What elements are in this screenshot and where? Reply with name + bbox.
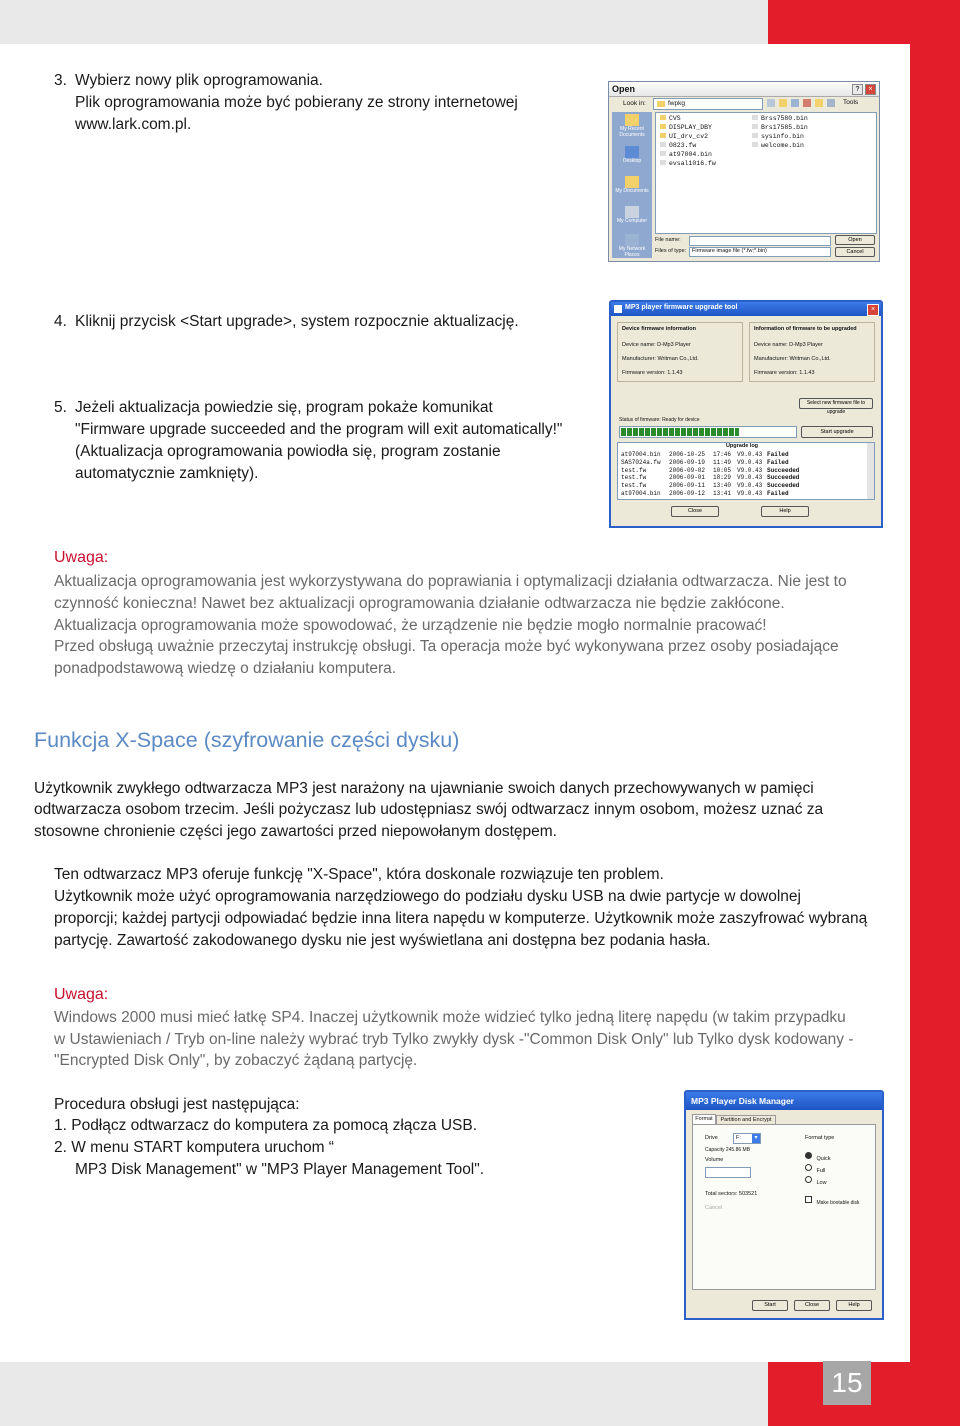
log-cell-status: Failed [767, 451, 789, 458]
look-in-value: fwpkg [668, 100, 685, 107]
checkbox-icon [805, 1196, 812, 1203]
procedure-item-2a: 2. W menu START komputera uruchom “ [54, 1139, 334, 1156]
folder-icon [660, 133, 666, 138]
disk-manager-title: MP3 Player Disk Manager [691, 1096, 794, 1106]
upgrade-tool-screenshot [609, 300, 883, 528]
option-full-label: Full [816, 1168, 826, 1174]
file-column-right [752, 115, 808, 151]
log-cell-status: Succeeded [767, 466, 800, 474]
log-cell-date: 2006-09-01 [669, 474, 706, 482]
log-cell-file: SAS7024a.fw [621, 458, 661, 466]
warning-1-line3: Aktualizacja oprogramowania może spowodować, że urządzenie nie będzie mogło normalnie pracować! [54, 617, 767, 634]
progress-fill [621, 428, 739, 436]
format-option-low[interactable] [805, 1171, 827, 1189]
file-device-name: Device name: D-Mp3 Player [754, 342, 823, 348]
file-icon [752, 133, 758, 138]
file-item[interactable] [752, 124, 808, 133]
log-cell-time: 13:40 [713, 482, 732, 490]
toolbar-icons [767, 98, 837, 108]
look-in-select[interactable] [653, 98, 763, 110]
log-cell-ver: V9.0.43 [737, 489, 763, 497]
log-row[interactable] [621, 474, 803, 482]
log-cell-status: Failed [767, 458, 789, 466]
step-3-number: 3. [54, 72, 67, 89]
file-item[interactable] [660, 142, 716, 151]
places-bar [612, 112, 652, 258]
open-dialog-titlebar [609, 82, 879, 97]
close-button[interactable]: Close [794, 1300, 830, 1311]
file-icon [752, 124, 758, 129]
place-my-computer-label: My Computer [616, 218, 647, 224]
para-2-line3: proporcji; każdej partycji odpowiadać będzie inna litera napędu w komputerze. Użytkownik może zaszyfrować wybraną [54, 910, 868, 927]
open-button[interactable]: Open [835, 235, 875, 245]
recent-documents-icon [625, 114, 639, 126]
file-info-title: Information of firmware to be upgraded [754, 326, 857, 332]
step-4-number: 4. [54, 313, 67, 330]
procedure-heading: Procedura obsługi jest następująca: [54, 1096, 300, 1113]
file-column-left [660, 115, 716, 169]
log-row[interactable] [621, 467, 803, 475]
step-5-line2: "Firmware upgrade succeeded and the program will exit automatically!" [75, 421, 563, 438]
step-5-line3: (Aktualizacja oprogramowania powiodła się, program zostanie [75, 443, 501, 460]
warning-1-line2: czynność konieczna! Nawet bez aktualizacji oprogramowania działanie odtwarzacza nie będzie zakłócone. [54, 595, 785, 612]
file-name: evsal1016.fw [669, 160, 716, 167]
para-2-line1: Ten odtwarzacz MP3 oferuje funkcję "X-Space", która doskonale rozwiązuje ten problem. [54, 866, 664, 883]
disk-manager-titlebar [686, 1092, 882, 1110]
warning-1-line1: Aktualizacja oprogramowania jest wykorzystywana do poprawiania i optymalizacji działania odtwarzacza. Nie jest to [54, 573, 847, 590]
procedure-item-2b: MP3 Disk Management" w "MP3 Player Management Tool". [75, 1161, 485, 1178]
file-item[interactable] [752, 142, 808, 151]
my-computer-icon [625, 206, 639, 218]
cancel-text: Cancel [705, 1205, 723, 1211]
close-icon[interactable]: × [867, 304, 879, 316]
progress-label: Status of firmware: Ready for device [619, 417, 700, 423]
log-cell-file: test.fw [621, 482, 647, 490]
place-desktop-label: Desktop [622, 158, 642, 164]
warning-2-line2: w Ustawieniach / Tryb on-line należy wybrać tryb Tylko zwykły dysk -"Common Disk Only" lub Tylko dysk kodowany - [54, 1031, 854, 1048]
app-icon [614, 305, 622, 313]
upgrade-tool-titlebar [611, 302, 881, 316]
disk-manager-screenshot [684, 1090, 884, 1320]
file-name-label: File name: [655, 237, 681, 243]
chevron-down-icon[interactable]: ▾ [752, 1134, 760, 1143]
manufacturer: Manufacturer: Writman Co.,Ltd. [622, 356, 699, 362]
file-icon [660, 160, 666, 165]
file-icon [660, 151, 666, 156]
para-1-line2: odtwarzacza osobom trzecim. Jeśli pożyczasz lub udostępniasz swój odtwarzacz innym osobom, możesz uznać za [34, 801, 824, 818]
file-firmware-version: Firmware version: 1.1.43 [754, 370, 815, 376]
scrollbar[interactable] [867, 443, 874, 499]
file-item[interactable] [660, 151, 716, 160]
upgrade-tool-title: MP3 player firmware upgrade tool [625, 304, 738, 311]
volume-label: Volume [705, 1157, 724, 1163]
folder-icon [660, 124, 666, 129]
help-icon[interactable]: ? [852, 84, 863, 95]
file-item[interactable] [752, 115, 808, 124]
views-icon[interactable] [827, 99, 835, 107]
my-documents-icon [625, 176, 639, 188]
tab-format[interactable]: Format [692, 1114, 716, 1124]
procedure-item-1: 1. Podłącz odtwarzacz do komputera za pomocą złącza USB. [54, 1117, 478, 1134]
step-5-line1: Jeżeli aktualizacja powiedzie się, program pokaże komunikat [75, 399, 493, 416]
log-cell-file: at97004.bin [621, 489, 661, 497]
log-cell-status: Failed [767, 489, 789, 497]
start-button[interactable]: Start [752, 1300, 788, 1311]
help-button[interactable]: Help [761, 506, 809, 517]
step-5 [54, 397, 493, 419]
file-name: Brs17585.bin [761, 124, 808, 131]
open-dialog-screenshot [608, 81, 880, 262]
step-3 [54, 70, 323, 92]
device-info-title: Device firmware information [622, 326, 696, 332]
device-name: Device name: D-Mp3 Player [622, 342, 691, 348]
warning-1-label: Uwaga: [54, 549, 109, 566]
log-row[interactable] [621, 490, 803, 498]
close-button[interactable]: Close [671, 506, 719, 517]
file-item[interactable] [660, 124, 716, 133]
place-my-computer[interactable] [612, 206, 652, 224]
drive-value: F: [736, 1135, 741, 1141]
file-name-input[interactable] [689, 236, 831, 246]
place-my-documents[interactable] [612, 176, 652, 194]
desktop-icon [625, 146, 639, 158]
place-recent[interactable] [612, 114, 652, 138]
back-icon[interactable] [767, 99, 775, 107]
log-cell-ver: V9.0.43 [737, 451, 763, 458]
log-cell-status: Succeeded [767, 482, 800, 490]
firmware-version: Firmware version: 1.1.43 [622, 370, 683, 376]
log-cell-time: 17:46 [713, 451, 732, 458]
file-name: 0823.fw [669, 142, 697, 149]
file-icon [752, 115, 758, 120]
search-icon[interactable] [791, 99, 799, 107]
step-4 [54, 311, 519, 333]
file-type-value: Firmware image file (*.fw;*.bin) [692, 248, 767, 254]
drive-select[interactable] [733, 1133, 761, 1144]
file-item[interactable] [660, 160, 716, 169]
file-item[interactable] [660, 115, 716, 124]
tab-partition[interactable]: Partition and Encrypt [716, 1115, 776, 1124]
page-number: 15 [823, 1361, 871, 1405]
file-name: Brss7580.bin [761, 115, 808, 122]
place-network[interactable] [612, 234, 652, 258]
log-cell-date: 2006-09-12 [669, 489, 706, 497]
device-info-group [617, 322, 743, 382]
radio-icon [805, 1176, 812, 1183]
log-cell-time: 10:05 [713, 466, 732, 474]
log-cell-ver: V9.0.43 [737, 466, 763, 474]
log-header: Upgrade log [725, 443, 759, 449]
log-cell-file: test.fw [621, 466, 647, 474]
format-type-label: Format type [805, 1135, 835, 1141]
warning-1-line4: Przed obsługą uważnie przeczytaj instrukcję obsługi. Ta operacja może być wykonywana przez osoby posiadające [54, 638, 839, 655]
file-name: sysinfo.bin [761, 133, 804, 140]
log-cell-status: Succeeded [767, 474, 800, 482]
up-folder-icon[interactable] [779, 99, 787, 107]
log-cell-time: 18:29 [713, 474, 732, 482]
file-manufacturer: Manufacturer: Writman Co.,Ltd. [754, 356, 831, 362]
step-5-line4: automatycznie zamknięty). [75, 465, 259, 482]
file-type-select[interactable] [689, 247, 831, 257]
step-3-line3: www.lark.com.pl. [75, 116, 192, 133]
drive-label: Drive [705, 1135, 718, 1141]
open-dialog-title: Open [612, 84, 636, 94]
option-quick-label: Quick [816, 1156, 831, 1162]
file-name: CVS [669, 115, 681, 122]
file-name: DISPLAY_DBY [669, 124, 712, 131]
log-row[interactable] [621, 482, 803, 490]
step-3-line2: Plik oprogramowania może być pobierany ze strony internetowej [75, 94, 518, 111]
place-my-documents-label: My Documents [615, 188, 649, 194]
para-2-line4: partycję. Zawartość zakodowanego dysku nie jest wyświetlana ani dostępna bez podania hasła. [54, 932, 711, 949]
file-list[interactable] [655, 112, 877, 234]
log-cell-date: 2006-10-25 [669, 451, 706, 458]
file-item[interactable] [660, 133, 716, 142]
folder-icon [657, 101, 665, 107]
step-3-line1: Wybierz nowy plik oprogramowania. [75, 72, 323, 89]
tab-panel [692, 1124, 876, 1290]
total-sectors: Total sectors: 503521 [705, 1191, 758, 1197]
select-firmware-button[interactable]: Select new firmware file to upgrade [799, 398, 873, 409]
para-1-line1: Użytkownik zwykłego odtwarzacza MP3 jest narażony na ujawnianie swoich danych przechowywanych w pamięci [34, 780, 814, 797]
warning-1-line5: ponadpodstawową wiedzę o działaniu komputera. [54, 660, 397, 677]
log-cell-ver: V9.0.43 [737, 474, 763, 482]
file-type-label: Files of type: [655, 248, 687, 254]
option-low-label: Low [816, 1180, 827, 1186]
log-cell-file: at97004.bin [621, 451, 661, 458]
log-cell-date: 2006-09-19 [669, 458, 706, 466]
log-row[interactable] [621, 451, 803, 459]
log-rows [621, 451, 803, 498]
place-network-label: My Network Places [618, 246, 646, 258]
file-item[interactable] [752, 133, 808, 142]
delete-icon[interactable] [803, 99, 811, 107]
log-cell-time: 13:41 [713, 489, 732, 497]
warning-2-line3: "Encrypted Disk Only", by zobaczyć żądaną partycję. [54, 1052, 418, 1069]
file-icon [752, 142, 758, 147]
file-info-group [749, 322, 875, 382]
para-2-line2: Użytkownik może użyć oprogramowania narzędziowego do podziału dysku USB na dwie partycje w dowolnej [54, 888, 801, 905]
file-name: at97004.bin [669, 151, 712, 158]
upgrade-log-list[interactable] [617, 442, 875, 500]
file-name: UI_drv_cv2 [669, 133, 709, 140]
log-cell-date: 2006-09-02 [669, 466, 706, 474]
start-upgrade-button[interactable]: Start upgrade [801, 426, 873, 438]
help-button[interactable]: Help [836, 1300, 872, 1311]
step-4-text: Kliknij przycisk <Start upgrade>, system rozpocznie aktualizację. [75, 313, 519, 330]
bootable-label: Make bootable disk [816, 1200, 860, 1206]
log-cell-file: test.fw [621, 474, 647, 482]
new-folder-icon[interactable] [815, 99, 823, 107]
folder-icon [660, 115, 666, 120]
bootable-checkbox[interactable] [805, 1191, 860, 1209]
log-cell-ver: V9.0.43 [737, 458, 763, 466]
log-cell-time: 11:49 [713, 458, 732, 466]
place-recent-label: My Recent Documents [619, 126, 645, 138]
look-in-label: Look in: [623, 100, 646, 107]
log-row[interactable] [621, 459, 803, 467]
warning-2-label: Uwaga: [54, 986, 109, 1003]
progress-bar [619, 426, 797, 438]
section-title: Funkcja X-Space (szyfrowanie części dysku) [34, 728, 460, 752]
close-icon[interactable]: × [865, 84, 876, 95]
log-cell-date: 2006-09-11 [669, 482, 706, 490]
network-places-icon [625, 234, 639, 246]
log-cell-ver: V9.0.43 [737, 482, 763, 490]
volume-input[interactable] [705, 1167, 751, 1178]
warning-2-line1: Windows 2000 musi mieć łatkę SP4. Inaczej użytkownik może widzieć tylko jedną literę napędu (w takim przypadku [54, 1009, 846, 1026]
tools-menu[interactable]: Tools [843, 99, 859, 106]
step-5-number: 5. [54, 399, 67, 416]
place-desktop[interactable] [612, 146, 652, 164]
file-icon [660, 142, 666, 147]
para-1-line3: stosowne chronienie części jego zawartości przed niepowołanym dostępem. [34, 823, 557, 840]
capacity-text: Capacity 245.86 MB [705, 1147, 751, 1153]
file-name: welcome.bin [761, 142, 804, 149]
cancel-button[interactable]: Cancel [835, 247, 875, 257]
